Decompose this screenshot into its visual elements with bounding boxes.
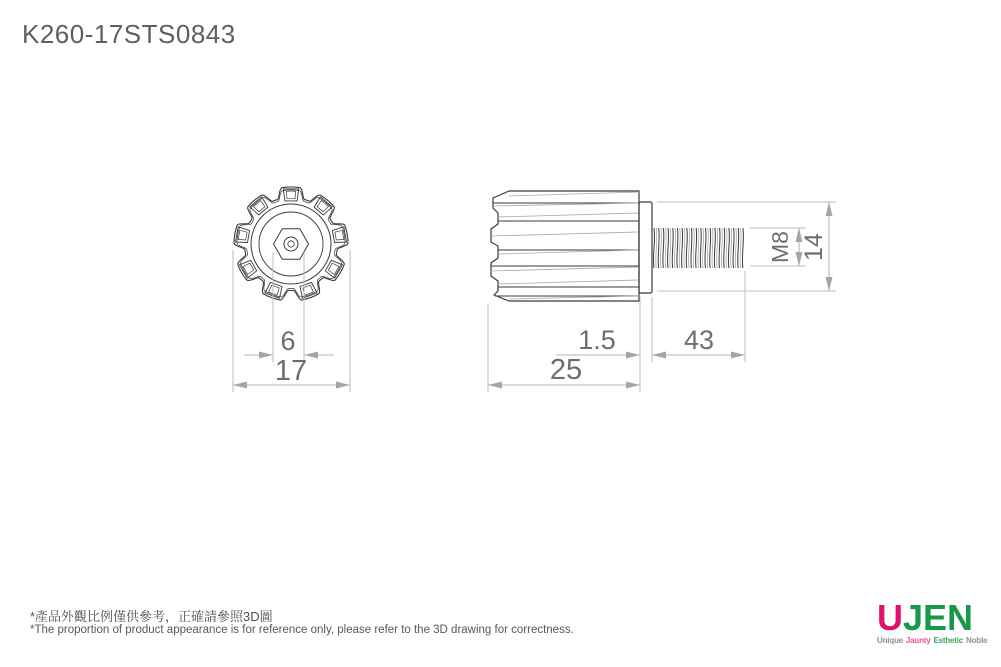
logo-letter-u: U <box>877 597 903 638</box>
ujen-logo-wordmark <box>877 597 995 638</box>
dim-label-flange-width: 1.5 <box>578 325 616 355</box>
tagline-word-unique: Unique <box>877 636 903 645</box>
footer-note-chinese: *產品外觀比例僅供參考，正確請參照3D圖 <box>30 609 273 624</box>
dim-label-hex-width: 6 <box>280 326 296 356</box>
tagline-word-noble: Noble <box>966 636 988 645</box>
ujen-logo-tagline <box>877 637 995 645</box>
dim-label-flange-diameter: 14 <box>800 233 828 261</box>
dim-label-thread-length: 43 <box>683 325 715 355</box>
part-number-title: K260-17STS0843 <box>22 19 236 49</box>
front-view-knob <box>234 187 348 300</box>
side-view-knob <box>491 191 743 301</box>
tagline-word-esthetic: Esthetic <box>933 636 964 645</box>
tagline-word-jaunty: Jaunty <box>905 636 931 645</box>
ujen-logo <box>877 597 995 645</box>
dim-label-body-length: 25 <box>549 354 583 386</box>
dim-label-knob-diameter: 17 <box>274 355 308 387</box>
logo-letters-jen: JEN <box>903 597 974 638</box>
dim-label-thread-spec: M8 <box>767 231 793 263</box>
footer-note-english: *The proportion of product appearance is for reference only, please refer to the 3D drawing for correctness. <box>30 624 574 636</box>
dimension-lines <box>233 202 836 392</box>
